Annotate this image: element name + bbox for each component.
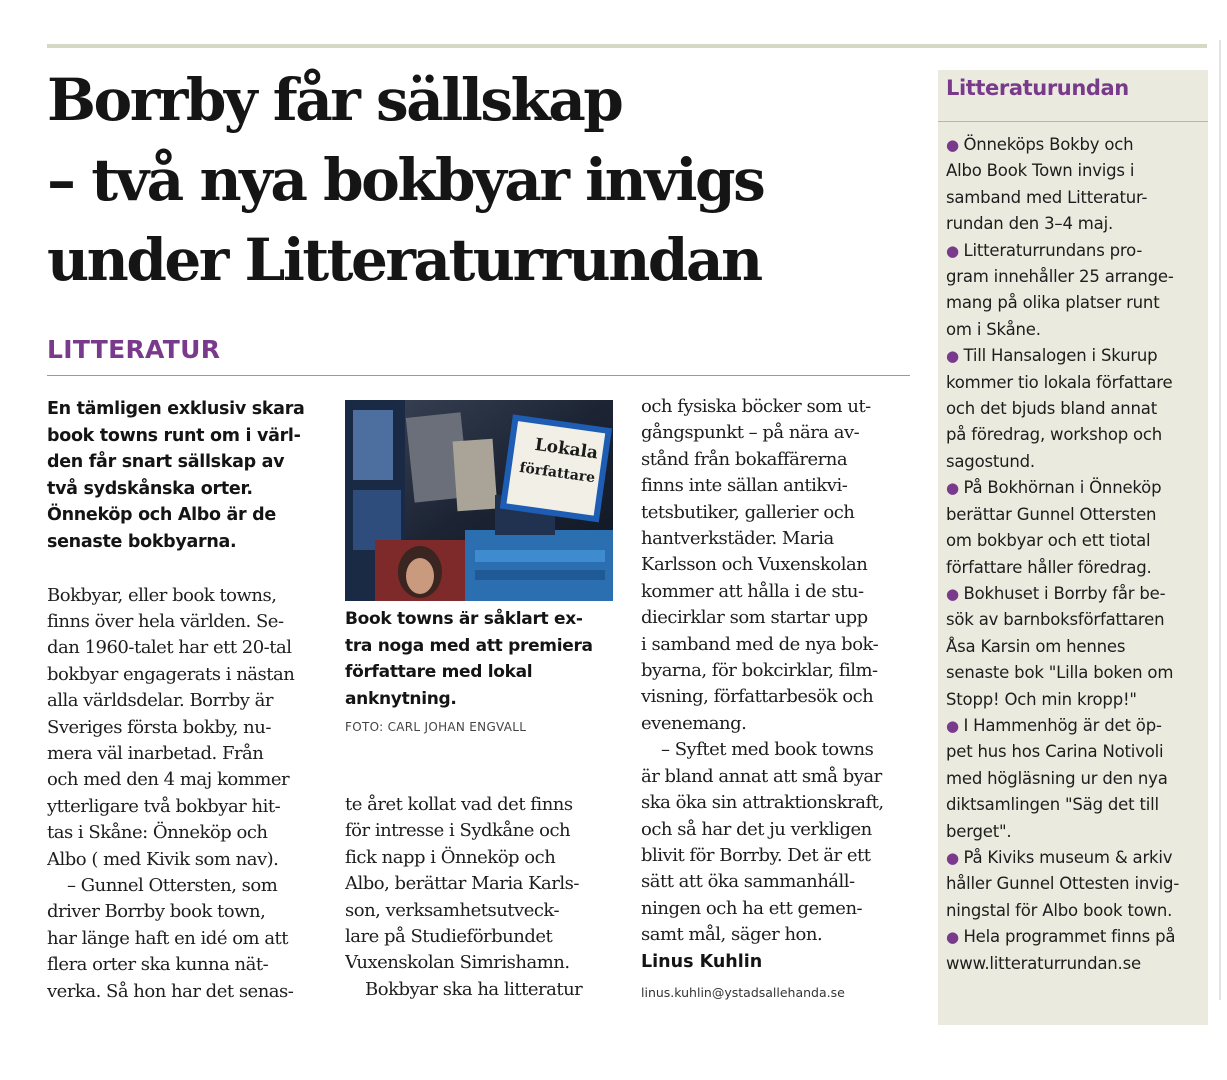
bullet-icon: ● [946,716,964,735]
bullet-icon: ● [946,848,964,867]
body-line: diecirklar som startar upp [641,607,868,629]
fact-item-text: kommer tio lokala författare [946,372,1173,392]
body-line: – Syftet med book towns [661,739,874,761]
caption-line: Book towns är såklart ex- [345,609,583,629]
fact-item-line [946,502,1206,528]
fact-item-line [946,871,1206,897]
fact-item-text: berget". [946,821,1012,841]
fact-item-text: diktsamlingen "Säg det till [946,795,1159,815]
caption-line: anknytning. [345,688,457,709]
bullet-icon: ● [946,347,964,366]
fact-item-start [946,924,1206,950]
body-line: tas i Skåne: Önneköp och [47,822,268,844]
bullet-icon: ● [946,136,964,154]
headline-line-1: Borrby får sällskap [47,66,622,134]
fact-item-text: med högläsning ur den nya [946,768,1168,788]
fact-item-text: sagostund. [946,451,1035,471]
fact-item-line [946,317,1206,343]
fact-item-text: om bokbyar och ett tiotal [946,531,1151,551]
body-line: hantverkstäder. Maria [641,528,834,550]
body-line: ytterligare två bokbyar hit- [47,795,281,817]
body-line: visning, författarbesök och [641,686,874,708]
fact-box [938,70,1208,1025]
fact-item-line [946,449,1206,475]
photo-caption [345,606,615,712]
body-line: i samband med de nya bok- [641,633,879,655]
fact-item-text: I Hammenhög är det öp- [963,715,1162,735]
fact-item-text: Till Hansalogen i Skurup [963,346,1158,366]
body-line: mera väl inarbetad. Från [47,743,264,764]
fact-item-line [946,185,1206,211]
body-line: fick napp i Önneköp och [345,846,556,868]
fact-box-title: Litteraturundan [946,76,1129,100]
fact-item-text: mang på olika platser runt [946,293,1160,313]
fact-item-start [946,713,1206,739]
body-line: för intresse i Sydkåne och [345,820,571,842]
fact-item-line [946,634,1206,660]
fact-item-text: samband med Litteratur- [946,187,1148,207]
article-column-3 [641,394,913,975]
bullet-icon: ● [946,479,964,498]
photo-credit: FOTO: CARL JOHAN ENGVALL [345,720,527,734]
body-line: och fysiska böcker som ut- [641,396,871,417]
bullet-icon: ● [946,584,964,603]
body-line: Bokbyar, eller book towns, [47,584,277,606]
body-line: finns inte sällan antikvi- [641,475,848,497]
body-text-column-3 [641,394,913,949]
fact-item-line [946,766,1206,792]
fact-item-line [946,819,1206,845]
fact-box-list [946,132,1206,977]
fact-item-text: Albo Book Town invigs i [946,161,1135,181]
lead-line: book towns runt om i värl- [47,425,301,446]
fact-item-text: pet hus hos Carina Notivoli [946,742,1164,762]
body-line: alla världsdelar. Borrby är [47,690,273,712]
lead-paragraph [47,396,317,556]
body-line: Vuxenskolan Simrishamn. [345,952,570,974]
body-text-column-2 [345,792,615,1003]
fact-item-text: ningstal för Albo book town. [946,900,1173,920]
photo-sign-word-1: Lokala [533,434,600,464]
fact-item-start [946,238,1206,264]
fact-item-line [946,158,1206,184]
body-line: tetsbutiker, gallerier och [641,501,855,523]
fact-item-start [946,475,1206,501]
headline-line-3: under Litteraturrundan [47,226,761,294]
author-email: linus.kuhlin@ystadsallehanda.se [641,985,845,1000]
fact-item-text: Önneköps Bokby och [963,135,1134,154]
fact-item-text: Hela programmet finns på [963,927,1176,947]
lead-line: den får snart sällskap av [47,452,285,473]
body-line: sätt att öka sammanháll- [641,871,855,893]
article-column-2 [345,606,615,712]
lead-line: två sydskånska orter. [47,478,253,499]
body-line: flera orter ska kunna nät- [47,954,269,976]
body-line: och med den 4 maj kommer [47,769,290,791]
body-line: och så har det ju verkligen [641,818,872,840]
fact-item-line [946,555,1206,581]
caption-line: tra noga med att premiera [345,635,593,656]
fact-item-text: www.litteraturrundan.se [946,953,1141,973]
caption-line: författare med lokal [345,662,533,683]
body-line: dan 1960-talet har ett 20-tal [47,637,292,659]
headline-line-2: – två nya bokbyar invigs [47,146,764,214]
fact-item-line [946,660,1206,686]
body-line: stånd från bokaffärerna [641,448,848,470]
body-line: ska öka sin attraktionskraft, [641,792,884,814]
body-line: Albo, berättar Maria Karls- [345,873,579,895]
fact-item-text: På Kiviks museum & arkiv [963,847,1173,867]
fact-item-text: senaste bok "Lilla boken om [946,663,1174,683]
fact-item-line [946,607,1206,633]
body-line: blivit för Borrby. Det är ett [641,844,871,866]
body-line: Bokbyar ska ha litteratur [365,978,583,1000]
fact-item-line [946,396,1206,422]
body-line: finns över hela världen. Se- [47,610,284,632]
body-line: kommer att hålla i de stu- [641,580,864,602]
body-line: Albo ( med Kivik som nav). [47,848,279,870]
article-column-1 [47,396,317,1005]
body-text-column-1 [47,583,317,1006]
body-line: byarna, för bokcirklar, film- [641,660,878,682]
fact-item-text: rundan den 3–4 maj. [946,214,1114,234]
fact-item-text: Litteraturrundans pro- [963,240,1143,260]
lead-line: senaste bokbyarna. [47,531,237,552]
lead-line: En tämligen exklusiv skara [47,399,305,419]
body-line: Sveriges första bokby, nu- [47,716,271,738]
body-line: lare på Studieförbundet [345,926,553,948]
fact-item-line [946,687,1206,713]
fact-item-text: sök av barnboksförfattaren [946,610,1165,630]
fact-item-text: berättar Gunnel Ottersten [946,504,1157,524]
body-line: – Gunnel Ottersten, som [67,875,278,897]
fact-item-line [946,422,1206,448]
body-line: te året kollat vad det finns [345,794,573,815]
body-line: samt mål, säger hon. [641,924,823,946]
lead-line: Önneköp och Albo är de [47,505,276,526]
body-line: driver Borrby book town, [47,901,266,923]
article-photo [345,400,613,601]
photo-sign-word-2: författare [518,459,597,487]
fact-item-line [946,211,1206,237]
fact-item-text: Bokhuset i Borrby får be- [963,583,1166,603]
fact-item-line [946,528,1206,554]
fact-item-text: håller Gunnel Ottesten invig- [946,874,1180,894]
fact-item-line [946,739,1206,765]
fact-item-text: gram innehåller 25 arrange- [946,267,1174,287]
fact-item-text: författare håller föredrag. [946,557,1152,577]
body-line: bokbyar engagerats i nästan [47,663,295,685]
body-line: har länge haft en idé om att [47,927,289,949]
fact-item-start [946,343,1206,369]
fact-item-line [946,792,1206,818]
body-line: son, verksamhetsutveck- [345,899,560,921]
section-rule [47,375,910,376]
bullet-icon: ● [946,928,964,947]
headline [47,60,917,300]
body-line: är bland annat att små byar [641,765,882,787]
fact-item-text: om i Skåne. [946,319,1041,339]
fact-item-text: Åsa Karsin om hennes [946,636,1126,656]
fact-item-start [946,581,1206,607]
fact-item-line [946,290,1206,316]
photo-bookstore-image [345,400,613,601]
body-line: verka. Så hon har det senas- [47,980,294,1002]
body-line: gångspunkt – på nära av- [641,422,860,444]
top-rule [47,44,1207,48]
fact-item-text: På Bokhörnan i Önneköp [963,478,1162,498]
fact-item-text: och det bjuds bland annat [946,399,1157,419]
fact-item-start [946,132,1206,158]
fact-item-start [946,845,1206,871]
fact-item-line [946,370,1206,396]
fact-item-line [946,898,1206,924]
byline: Linus Kuhlin [641,951,763,972]
fact-item-line [946,264,1206,290]
fact-item-text: på föredrag, workshop och [946,425,1163,445]
bullet-icon: ● [946,241,964,260]
body-line: evenemang. [641,712,747,734]
body-line: Karlsson och Vuxenskolan [641,554,868,576]
fact-item-line [946,951,1206,977]
section-label: LITTERATUR [47,335,221,364]
fact-item-text: Stopp! Och min kropp!" [946,689,1137,709]
body-line: ningen och ha ett gemen- [641,897,863,919]
page-edge-shadow [1219,40,1221,1000]
fact-box-rule [938,121,1208,122]
